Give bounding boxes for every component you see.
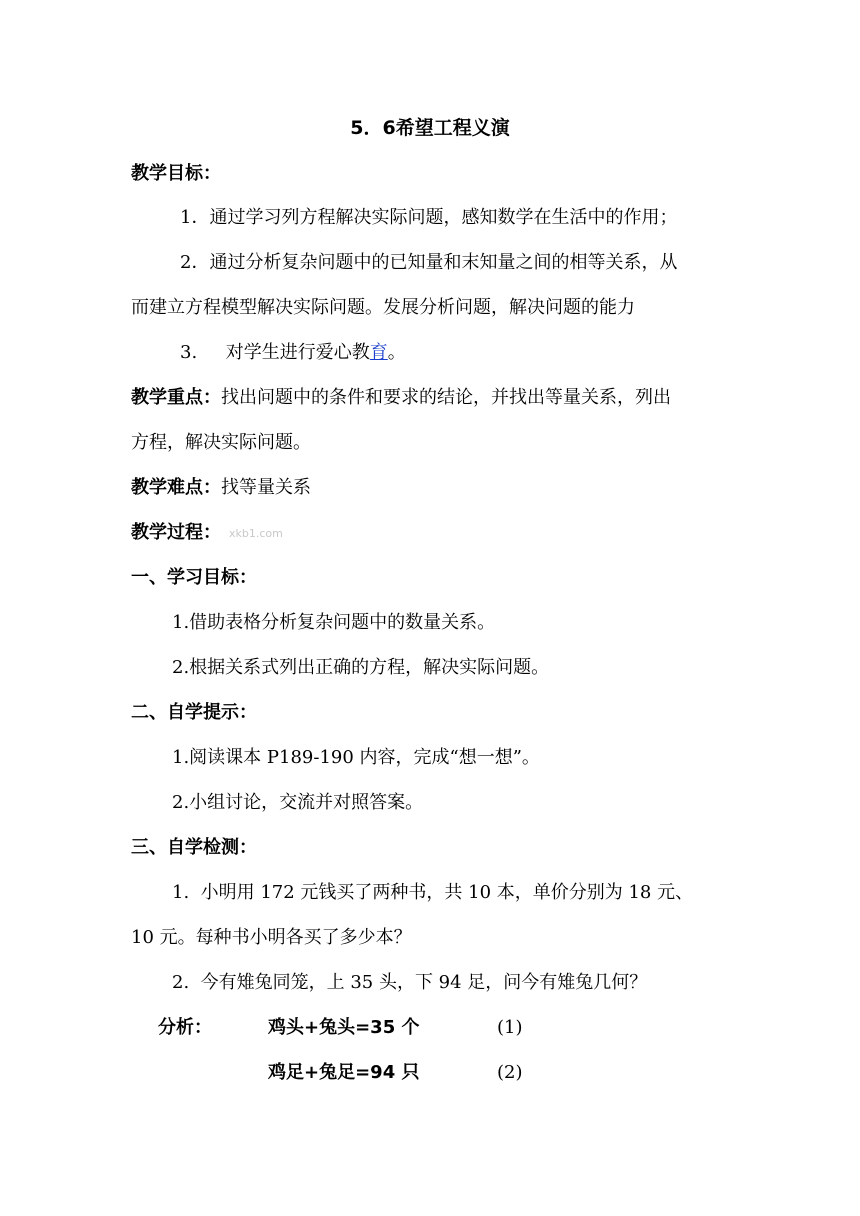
question-2: 2. 今有雉兔同笼，上 35 头，下 94 足，问今有雉兔几何？ <box>172 972 648 993</box>
objective-item-3-suffix: 。 <box>387 342 406 363</box>
section-1-heading: 一、学习目标： <box>131 567 257 588</box>
objective-item-2-line-2: 而建立方程模型解决实际问题。发展分析问题，解决问题的能力 <box>131 297 635 318</box>
key-points-line-2: 方程，解决实际问题。 <box>131 432 311 453</box>
section-2-heading: 二、自学提示： <box>131 702 257 723</box>
objective-item-3-text: 3. 对学生进行爱心教 <box>180 342 370 363</box>
difficulty-label: 教学难点： <box>131 477 221 498</box>
objective-item-3-link[interactable]: 育 <box>369 342 388 363</box>
watermark-text: xkb1.com <box>229 527 283 540</box>
section-2-item-2: 2.小组讨论，交流并对照答案。 <box>172 792 424 813</box>
difficulty-line <box>131 476 311 500</box>
key-points-line-1 <box>131 386 671 410</box>
analysis-equation-1: 鸡头+兔头=35 个 <box>268 1017 420 1038</box>
section-3-heading: 三、自学检测： <box>131 837 257 858</box>
objective-item-3 <box>180 341 406 365</box>
objective-item-1: 1．通过学习列方程解决实际问题，感知数学在生活中的作用； <box>180 207 678 228</box>
analysis-equation-2: 鸡足+兔足=94 只 <box>268 1062 420 1083</box>
objectives-heading: 教学目标： <box>131 163 221 184</box>
section-2-item-1: 1.阅读课本 P189-190 内容，完成“想一想”。 <box>172 747 540 768</box>
analysis-label: 分析： <box>158 1017 212 1038</box>
section-1-item-2: 2.根据关系式列出正确的方程，解决实际问题。 <box>172 657 550 678</box>
analysis-equation-1-number: (1) <box>497 1017 523 1038</box>
question-1-line-1: 1. 小明用 172 元钱买了两种书，共 10 本，单价分别为 18 元、 <box>172 882 694 903</box>
key-points-text: 找出问题中的条件和要求的结论，并找出等量关系，列出 <box>221 387 671 408</box>
question-1-line-2: 10 元。每种书小明各买了多少本？ <box>131 927 412 948</box>
difficulty-text: 找等量关系 <box>221 477 311 498</box>
objective-item-2-line-1: 2．通过分析复杂问题中的已知量和末知量之间的相等关系，从 <box>180 252 678 273</box>
key-points-label: 教学重点： <box>131 387 221 408</box>
page-title: 5．6希望工程义演 <box>350 117 510 139</box>
process-label: 教学过程： <box>131 522 221 543</box>
section-1-item-1: 1.借助表格分析复杂问题中的数量关系。 <box>172 612 496 633</box>
analysis-equation-2-number: (2) <box>497 1062 523 1083</box>
